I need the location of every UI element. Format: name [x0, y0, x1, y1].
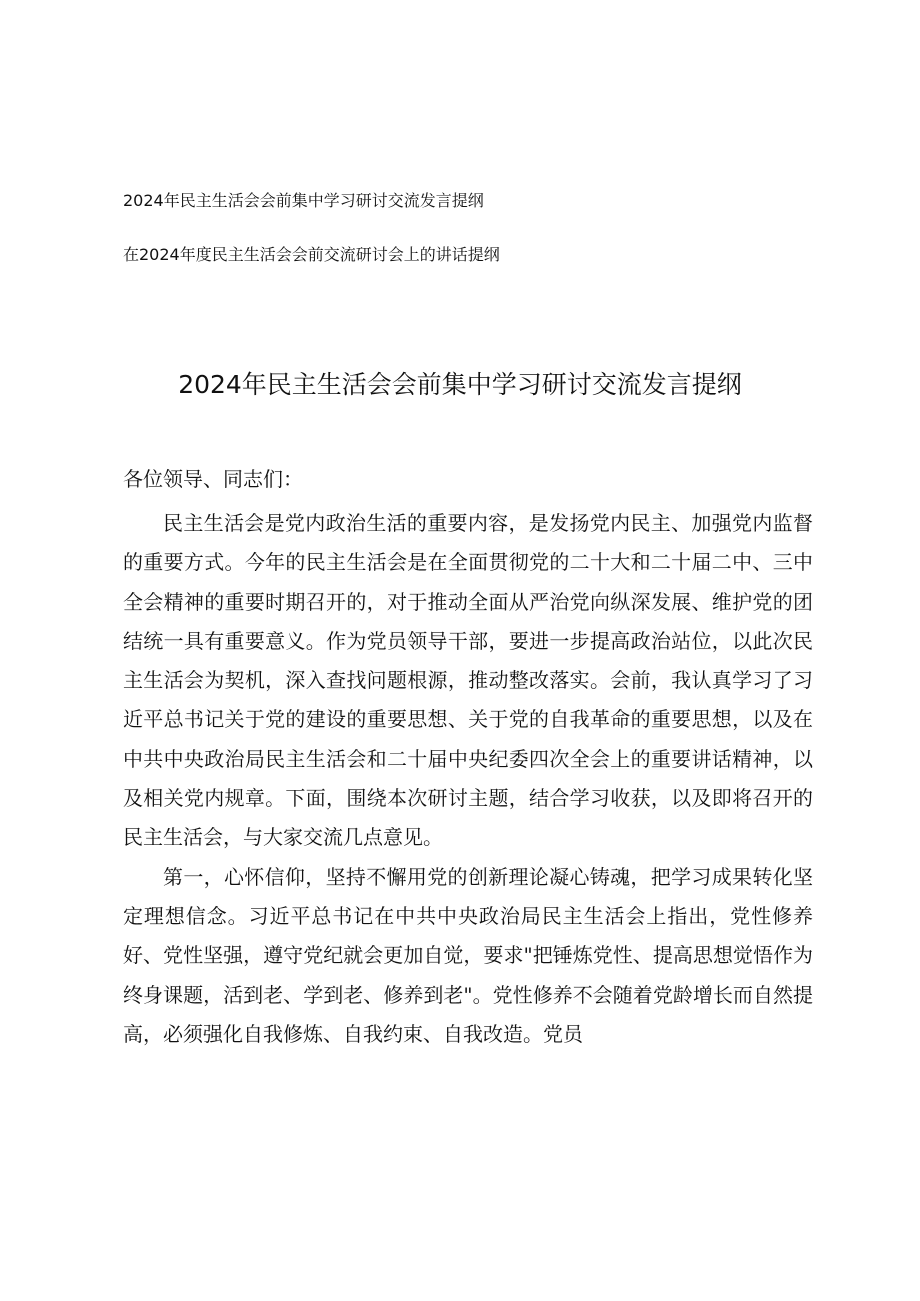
toc-item-2: 在2024年度民主生活会会前交流研讨会上的讲话提纲	[123, 245, 500, 264]
salutation: 各位领导、同志们：	[123, 467, 303, 491]
document-title: 2024年民主生活会会前集中学习研讨交流发言提纲	[178, 370, 742, 399]
toc-item-1: 2024年民主生活会会前集中学习研讨交流发言提纲	[123, 191, 484, 210]
paragraph: 第一，心怀信仰，坚持不懈用党的创新理论凝心铸魂，把学习成果转化坚定理想信念。习近平总书记在中共中央政治局民主生活会上指出，党性修养好、党性坚强，遵守党纪就会更加自觉，要求"把锤炼党性、提高思想觉悟作为终身课题，活到老、学到老、修养到老"。党性修养不会随着党龄增长而自然提高，必须强化自我修炼、自我约束、自我改造。党员	[123, 864, 813, 1046]
document-body	[123, 504, 813, 1054]
paragraph: 民主生活会是党内政治生活的重要内容，是发扬党内民主、加强党内监督的重要方式。今年的民主生活会是在全面贯彻党的二十大和二十届二中、三中全会精神的重要时期召开的，对于推动全面从严治党向纵深发展、维护党的团结统一具有重要意义。作为党员领导干部，要进一步提高政治站位，以此次民主生活会为契机，深入查找问题根源，推动整改落实。会前，我认真学习了习近平总书记关于党的建设的重要思想、关于党的自我革命的重要思想，以及在中共中央政治局民主生活会和二十届中央纪委四次全会上的重要讲话精神，以及相关党内规章。下面，围绕本次研讨主题，结合学习收获，以及即将召开的民主生活会，与大家交流几点意见。	[123, 511, 813, 850]
